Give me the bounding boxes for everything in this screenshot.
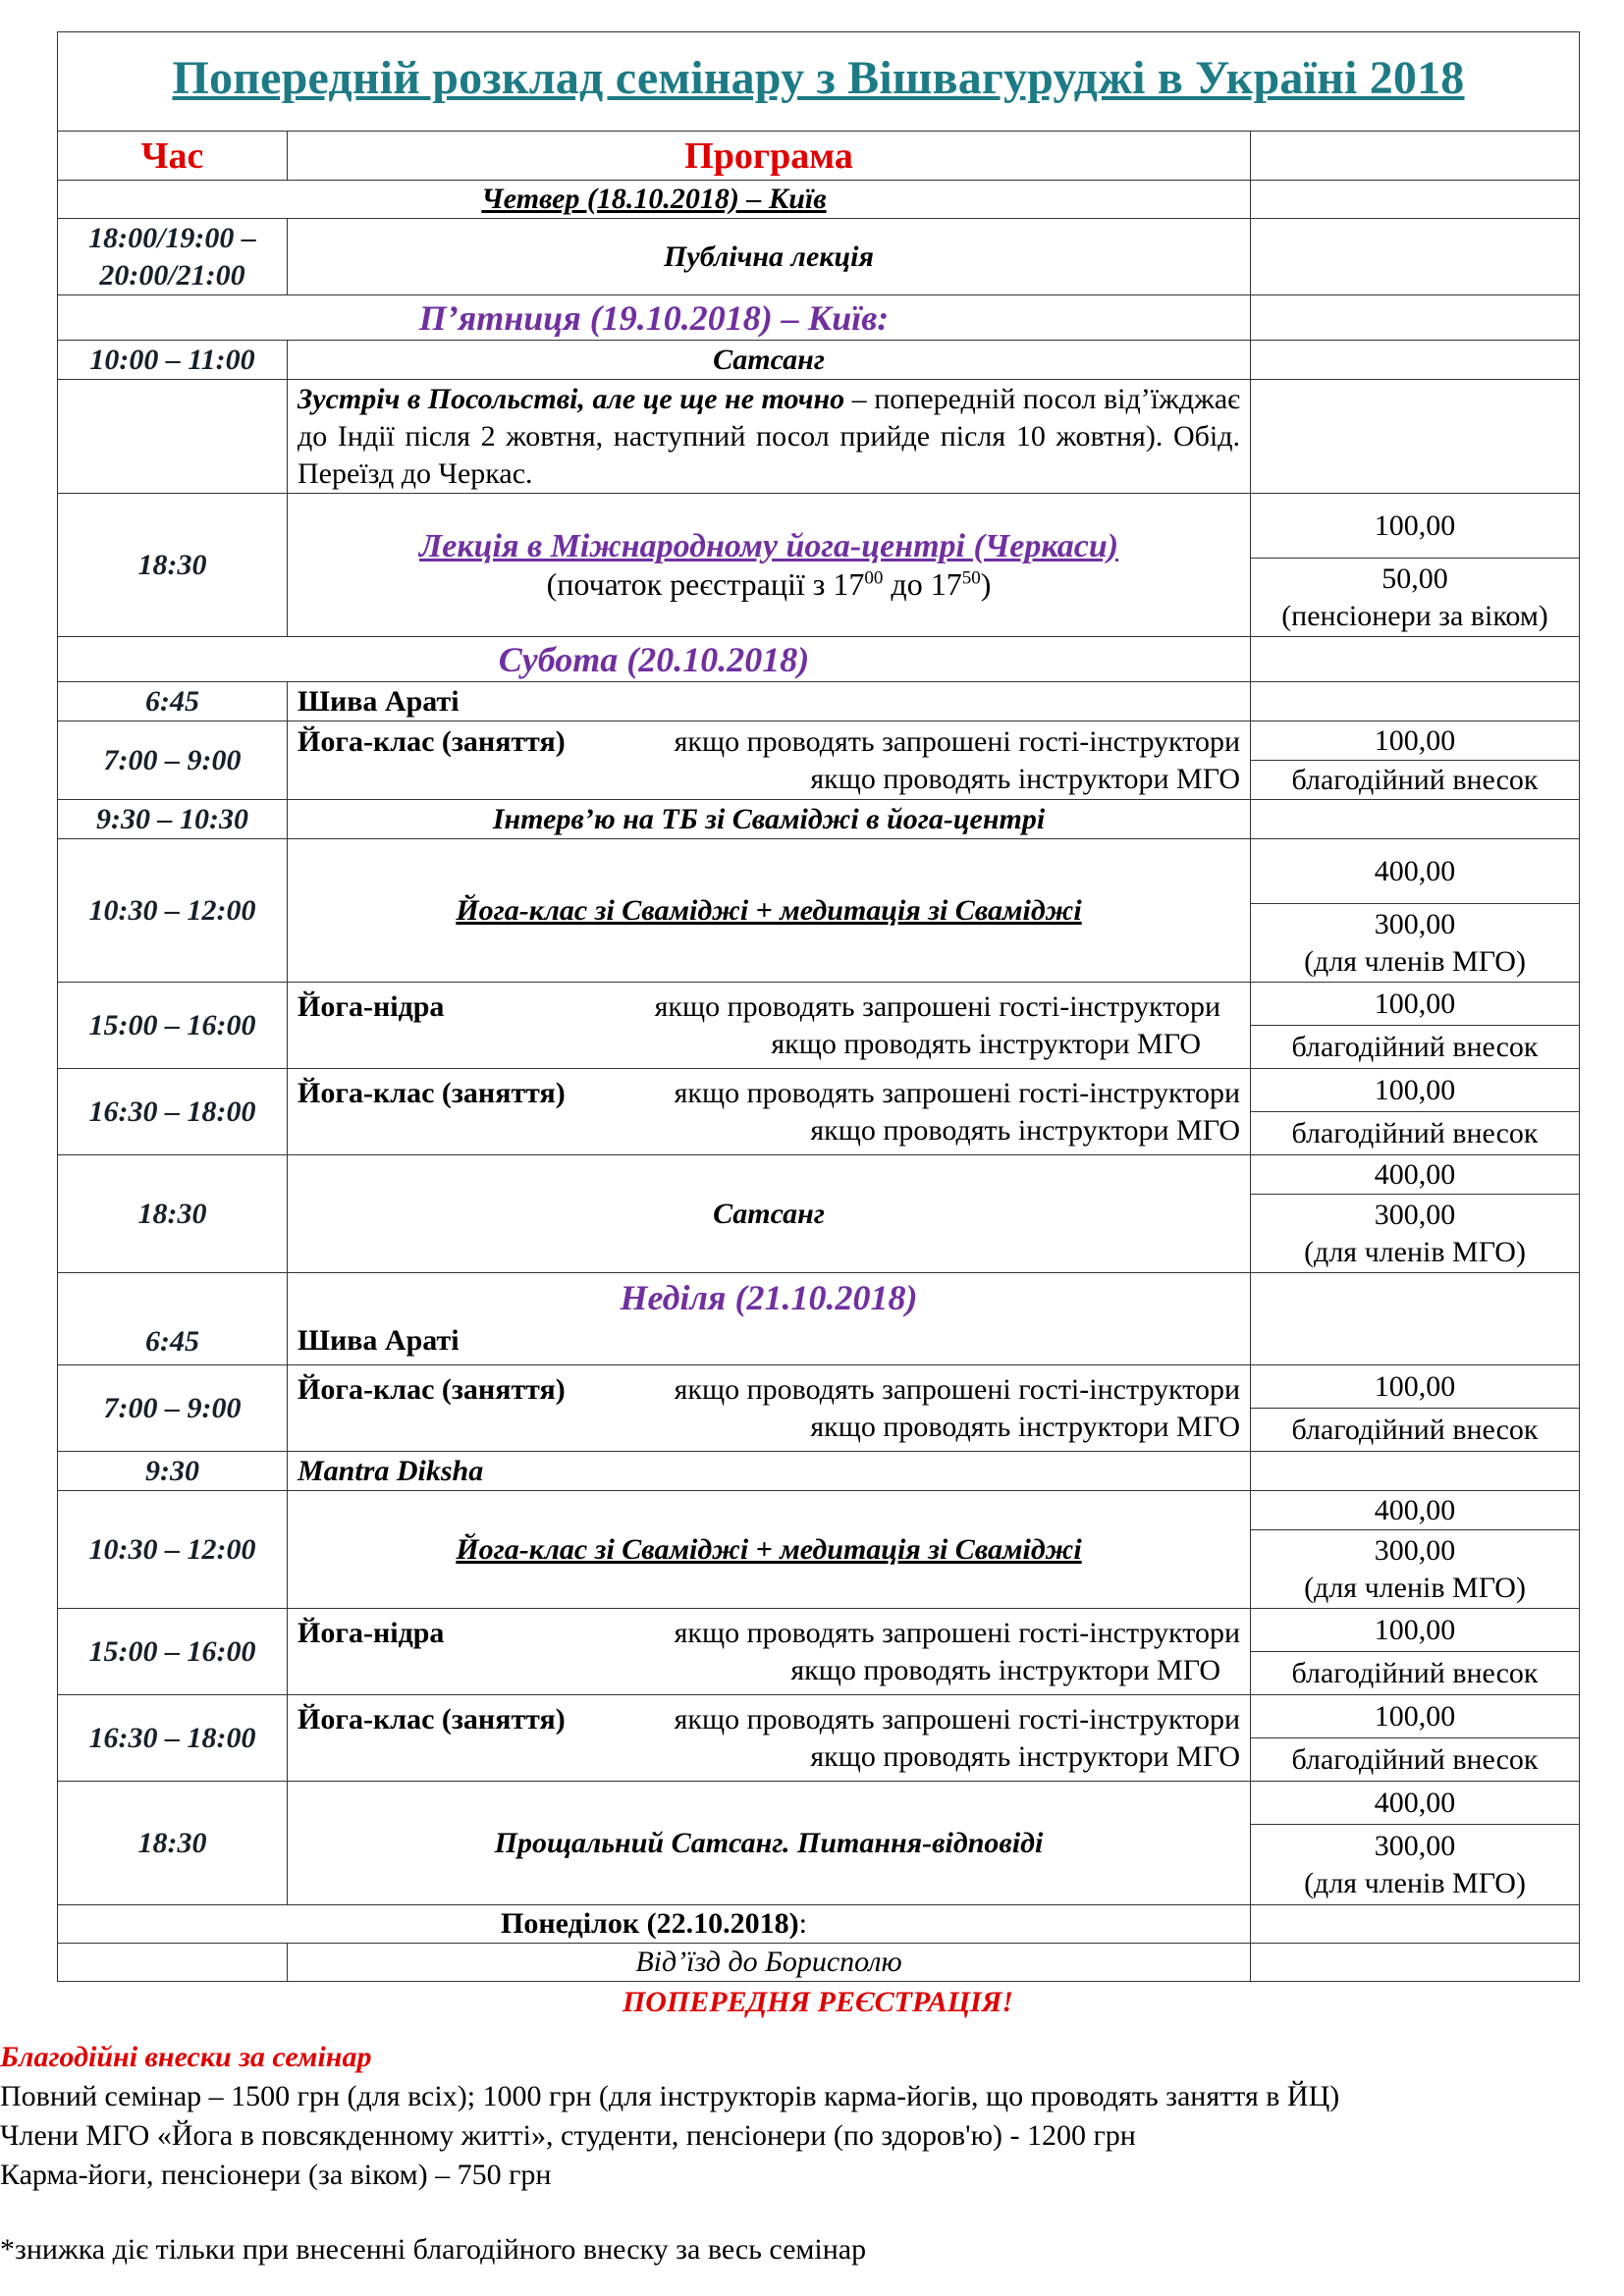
program-cell: Йога-клас зі Сваміджі + медитація зі Сваміджі [288, 1491, 1251, 1609]
time-cell: 7:00 – 9:00 [58, 721, 288, 800]
program-cell: Сатсанг [288, 1155, 1251, 1273]
price-cell: 100,00 [1251, 494, 1580, 559]
schedule-row [58, 983, 1580, 1026]
day-sunday: Неділя (21.10.2018) [620, 1277, 918, 1317]
day-row-saturday [58, 637, 1580, 682]
preliminary-registration: ПОПЕРЕДНЯ РЕЄСТРАЦІЯ! [622, 1986, 1014, 2018]
header-program: Програма [288, 132, 1251, 181]
title-row [58, 32, 1580, 132]
day-row-friday [58, 295, 1580, 341]
embassy-note: Зустріч в Посольстві, але це ще не точно – попередній посол від’їжджає до Індії після 2 жовтня, наступний посол прийде після 10 жовтня). Обід. Переїзд до Черкас. [288, 380, 1251, 494]
time-cell: 16:30 – 18:00 [58, 1695, 288, 1782]
day-friday: П’ятниця (19.10.2018) – Київ: [58, 295, 1251, 341]
discount-footnote: *знижка діє тільки при внесенні благодійного внеску за весь семінар [0, 2233, 867, 2266]
time-cell: 18:00/19:00 – 20:00/21:00 [58, 219, 288, 295]
registration-time: (початок реєстрації з $17^{00}$ до $17^{50}$) [546, 565, 992, 602]
schedule-row [58, 1365, 1580, 1409]
schedule-row [58, 721, 1580, 761]
price-cell: благодійний внесок [1251, 1409, 1580, 1452]
program-cell: Шива Араті [288, 682, 1251, 721]
price-cell: 100,00 [1251, 1365, 1580, 1409]
time-cell: 7:00 – 9:00 [58, 1365, 288, 1452]
donation-line: Карма-йоги, пенсіонери (за віком) – 750 грн [0, 2159, 552, 2191]
schedule-row [58, 341, 1580, 380]
schedule-row [58, 1069, 1580, 1112]
page-title: Попередній розклад семінару з Вішвагуруджі в Україні 2018 [172, 52, 1465, 104]
program-cell: Йога-клас (заняття) якщо проводять запрошені гості-інструктори якщо проводять інструктори МГО [288, 721, 1251, 800]
price-cell: 100,00 [1251, 721, 1580, 761]
schedule-sheet [57, 31, 1579, 2019]
donations-section [0, 2038, 1624, 2269]
time-cell: 10:30 – 12:00 [58, 1491, 288, 1609]
time-cell: 15:00 – 16:00 [58, 983, 288, 1069]
time-cell: 15:00 – 16:00 [58, 1609, 288, 1695]
donation-line: Члени МГО «Йога в повсякденному житті», студенти, пенсіонери (по здоров'ю) - 1200 грн [0, 2119, 1136, 2152]
price-cell: 300,00 (для членів МГО) [1251, 1195, 1580, 1273]
program-cell: Йога-клас (заняття) якщо проводять запрошені гості-інструктори якщо проводять інструктори МГО [288, 1069, 1251, 1155]
schedule-row [58, 839, 1580, 904]
program-cell: Йога-нідра якщо проводять запрошені гості-інструктори якщо проводять інструктори МГО [288, 1609, 1251, 1695]
schedule-row [58, 1695, 1580, 1738]
program-cell [288, 494, 1251, 637]
day-row-sunday [58, 1273, 1580, 1365]
price-cell: благодійний внесок [1251, 1652, 1580, 1695]
price-cell: 400,00 [1251, 1155, 1580, 1195]
price-cell: благодійний внесок [1251, 1112, 1580, 1155]
schedule-row [58, 1155, 1580, 1195]
program-cell: Йога-клас зі Сваміджі + медитація зі Сваміджі [288, 839, 1251, 983]
schedule-row [58, 380, 1580, 494]
day-row-monday [58, 1905, 1580, 1944]
time-cell: 18:30 [58, 494, 288, 637]
header-row [58, 132, 1580, 181]
program-cell: Йога-клас (заняття) якщо проводять запрошені гості-інструктори якщо проводять інструктори МГО [288, 1365, 1251, 1452]
price-cell: 100,00 [1251, 983, 1580, 1026]
price-cell: благодійний внесок [1251, 1026, 1580, 1069]
schedule-row [58, 1782, 1580, 1825]
schedule-table [57, 31, 1580, 1982]
price-cell: 300,00 (для членів МГО) [1251, 1825, 1580, 1905]
departure-cell: Від’їзд до Борисполю [288, 1944, 1251, 1982]
program-cell: Йога-клас (заняття) якщо проводять запрошені гості-інструктори якщо проводять інструктори МГО [288, 1695, 1251, 1782]
time-cell: 16:30 – 18:00 [58, 1069, 288, 1155]
time-cell: 9:30 – 10:30 [58, 800, 288, 839]
schedule-row [58, 1491, 1580, 1530]
price-cell: 300,00 (для членів МГО) [1251, 1530, 1580, 1609]
time-cell: 6:45 [58, 682, 288, 721]
price-cell: 100,00 [1251, 1069, 1580, 1112]
donation-line: Повний семінар – 1500 грн (для всіх); 1000 грн (для інструкторів карма-йогів, що проводять заняття в ЙЦ) [0, 2080, 1340, 2112]
header-time: Час [58, 132, 288, 181]
price-cell: 400,00 [1251, 839, 1580, 904]
day-monday: Понеділок (22.10.2018): [58, 1905, 1251, 1944]
time-cell: 18:30 [58, 1155, 288, 1273]
time-cell: 6:45 [58, 1273, 288, 1365]
program-cell: Неділя (21.10.2018) Шива Араті [288, 1273, 1251, 1365]
program-cell: Сатсанг [288, 341, 1251, 380]
program-cell: Публічна лекція [288, 219, 1251, 295]
time-cell: 9:30 [58, 1452, 288, 1491]
day-thursday: Четвер (18.10.2018) – Київ [58, 181, 1251, 219]
schedule-row [58, 1452, 1580, 1491]
price-cell: благодійний внесок [1251, 1738, 1580, 1782]
price-cell: 50,00 (пенсіонери за віком) [1251, 559, 1580, 637]
day-row-thursday [58, 181, 1580, 219]
program-cell: Інтерв’ю на ТБ зі Сваміджі в йога-центрі [288, 800, 1251, 839]
price-cell: 100,00 [1251, 1695, 1580, 1738]
price-cell: 100,00 [1251, 1609, 1580, 1652]
price-cell: 400,00 [1251, 1491, 1580, 1530]
schedule-row [58, 1944, 1580, 1982]
price-cell: 300,00 (для членів МГО) [1251, 904, 1580, 983]
program-cell: Йога-нідра якщо проводять запрошені гості-інструктори якщо проводять інструктори МГО [288, 983, 1251, 1069]
program-cell: Прощальний Сатсанг. Питання-відповіді [288, 1782, 1251, 1905]
schedule-row [58, 494, 1580, 559]
donations-title: Благодійні внески за семінар [0, 2041, 372, 2073]
day-saturday: Субота (20.10.2018) [58, 637, 1251, 682]
price-cell: благодійний внесок [1251, 761, 1580, 800]
program-cell: Mantra Diksha [288, 1452, 1251, 1491]
time-cell: 18:30 [58, 1782, 288, 1905]
schedule-row [58, 682, 1580, 721]
schedule-row [58, 800, 1580, 839]
schedule-row [58, 219, 1580, 295]
price-cell: 400,00 [1251, 1782, 1580, 1825]
time-cell: 10:30 – 12:00 [58, 839, 288, 983]
schedule-row [58, 1609, 1580, 1652]
lecture-title: Лекція в Міжнародному йога-центрі (Черкаси) [418, 527, 1119, 564]
time-cell: 10:00 – 11:00 [58, 341, 288, 380]
